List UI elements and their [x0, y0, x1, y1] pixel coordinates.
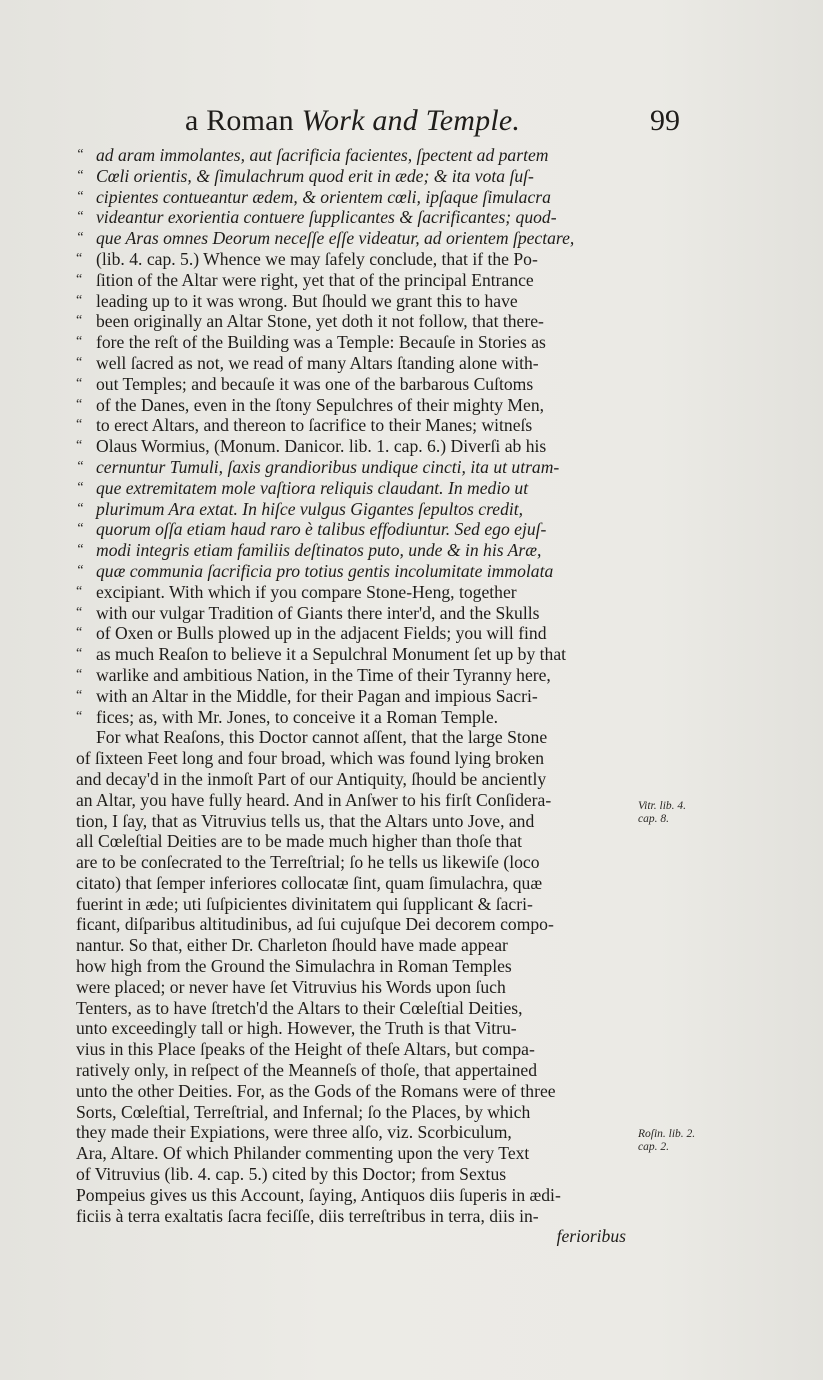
text-line: nantur. So that, either Dr. Charleton ſhould have made appear	[76, 935, 508, 956]
running-title	[185, 104, 520, 138]
text-line: how high from the Ground the Simulachra in Roman Temples	[76, 956, 512, 977]
text-line: tion, I ſay, that as Vitruvius tells us, that the Altars unto Jove, and	[76, 810, 535, 831]
text-line: unto exceedingly tall or high. However, the Truth is that Vitru-	[76, 1018, 517, 1039]
text-line: “ well ſacred as not, we read of many Altars ſtanding alone with-	[76, 353, 636, 374]
text-line: “ excipiant. With which if you compare Stone-Heng, together	[76, 582, 636, 603]
text-line: unto the other Deities. For, as the Gods of the Romans were of three	[76, 1080, 556, 1101]
text-line: “ leading up to it was wrong. But ſhould we grant this to have	[76, 291, 636, 312]
text-line: “ of Oxen or Bulls plowed up in the adjacent Fields; you will find	[76, 623, 636, 644]
margin-note-line: Vitr. lib. 4.	[638, 800, 687, 812]
text-line: “ quæ communia ſacrificia pro totius gentis incolumitate immolata	[76, 561, 636, 582]
text-line: For what Reaſons, this Doctor cannot aſſent, that the large Stone	[96, 727, 548, 748]
margin-note-line: Roſin. lib. 2.	[638, 1128, 696, 1140]
margin-note	[638, 800, 686, 826]
text-line: Tenters, as to have ſtretch'd the Altars to their Cœleſtial Deities,	[76, 997, 523, 1018]
text-line: “ Olaus Wormius, (Monum. Danicor. lib. 1. cap. 6.) Diverſi ab his	[76, 436, 636, 457]
text-line: “ videantur exorientia contuere ſupplicantes & ſacrificantes; quod-	[76, 207, 636, 228]
text-line: “ fices; as, with Mr. Jones, to conceive it a Roman Temple.	[76, 707, 636, 728]
text-line: “ plurimum Ara extat. In hiſce vulgus Gigantes ſepultos credit,	[76, 499, 636, 520]
text-line: citato) that ſemper inferiores collocatæ ſint, quam ſimulachra, quæ	[76, 872, 543, 893]
text-line: “ (lib. 4. cap. 5.) Whence we may ſafely conclude, that if the Po-	[76, 249, 636, 270]
text-line: ratively only, in reſpect of the Meanneſs of thoſe, that appertained	[76, 1060, 538, 1081]
running-title-italic: Work and Temple.	[301, 104, 521, 137]
text-line: vius in this Place ſpeaks of the Height of theſe Altars, but compa-	[76, 1039, 535, 1060]
text-line: “ with an Altar in the Middle, for their Pagan and impious Sacri-	[76, 686, 636, 707]
text-line: “ out Temples; and becauſe it was one of the barbarous Cuſtoms	[76, 374, 636, 395]
text-line: ficant, diſparibus altitudinibus, ad ſui cujuſque Dei decorem compo-	[76, 914, 554, 935]
text-line: “ with our vulgar Tradition of Giants there inter'd, and the Skulls	[76, 603, 636, 624]
text-line: “ que extremitatem mole vaſtiora reliquis claudant. In medio ut	[76, 478, 636, 499]
text-line: “ as much Reaſon to believe it a Sepulchral Monument ſet up by that	[76, 644, 636, 665]
text-line: of Vitruvius (lib. 4. cap. 5.) cited by this Doctor; from Sextus	[76, 1164, 507, 1185]
text-line: are to be conſecrated to the Terreſtrial; ſo he tells us likewiſe (loco	[76, 852, 540, 873]
text-line: of ſixteen Feet long and four broad, which was found lying broken	[76, 748, 545, 769]
page-number: 99	[650, 104, 680, 137]
text-line: an Altar, you have fully heard. And in Anſwer to his firſt Conſidera-	[76, 789, 552, 810]
text-line: “ been originally an Altar Stone, yet doth it not follow, that there-	[76, 311, 636, 332]
text-line: Sorts, Cœleſtial, Terreſtrial, and Infernal; ſo the Places, by which	[76, 1101, 531, 1122]
text-line: “ warlike and ambitious Nation, in the Time of their Tyranny here,	[76, 665, 636, 686]
margin-note-line: cap. 8.	[638, 813, 669, 825]
text-line: “ ad aram immolantes, aut ſacrificia facientes, ſpectent ad partem	[76, 145, 636, 166]
running-title-roman: a Roman	[185, 104, 294, 137]
text-line: were placed; or never have ſet Vitruvius his Words upon ſuch	[76, 976, 506, 997]
text-line: “ ſition of the Altar were right, yet that of the principal Entrance	[76, 270, 636, 291]
text-line: “ cernuntur Tumuli, ſaxis grandioribus undique cincti, ita ut utram-	[76, 457, 636, 478]
text-line: ficiis à terra exaltatis ſacra feciſſe, diis terreſtribus in terra, diis in-	[76, 1205, 539, 1226]
text-line: “ cipientes contueantur ædem, & orientem cœli, ipſaque ſimulacra	[76, 187, 636, 208]
body-text	[76, 145, 636, 1247]
text-line: all Cœleſtial Deities are to be made much higher than thoſe that	[76, 831, 523, 852]
catchword: ferioribus	[556, 1226, 626, 1247]
running-head	[0, 100, 823, 140]
text-line: fuerint in æde; uti ſuſpicientes divinitatem qui ſupplicant & ſacri-	[76, 893, 533, 914]
text-line: “ que Aras omnes Deorum neceſſe eſſe videatur, ad orientem ſpectare,	[76, 228, 636, 249]
text-line: “ fore the reſt of the Building was a Temple: Becauſe in Stories as	[76, 332, 636, 353]
text-line: “ to erect Altars, and thereon to ſacrifice to their Manes; witneſs	[76, 415, 636, 436]
text-line: “ modi integris etiam familiis deſtinatos puto, unde & in his Aræ,	[76, 540, 636, 561]
text-line: “ Cœli orientis, & ſimulachrum quod erit in æde; & ita vota ſuſ-	[76, 166, 636, 187]
text-line: Pompeius gives us this Account, ſaying, Antiquos diis ſuperis in ædi-	[76, 1184, 561, 1205]
text-line: Ara, Altare. Of which Philander commenting upon the very Text	[76, 1143, 530, 1164]
text-line: “ of the Danes, even in the ſtony Sepulchres of their mighty Men,	[76, 395, 636, 416]
text-line: and decay'd in the inmoſt Part of our Antiquity, ſhould be anciently	[76, 768, 547, 789]
text-line: “ quorum oſſa etiam haud raro è talibus effodiuntur. Sed ego ejuſ-	[76, 519, 636, 540]
text-line: they made their Expiations, were three alſo, viz. Scorbiculum,	[76, 1122, 512, 1143]
margin-note	[638, 1128, 695, 1154]
margin-note-line: cap. 2.	[638, 1141, 669, 1153]
